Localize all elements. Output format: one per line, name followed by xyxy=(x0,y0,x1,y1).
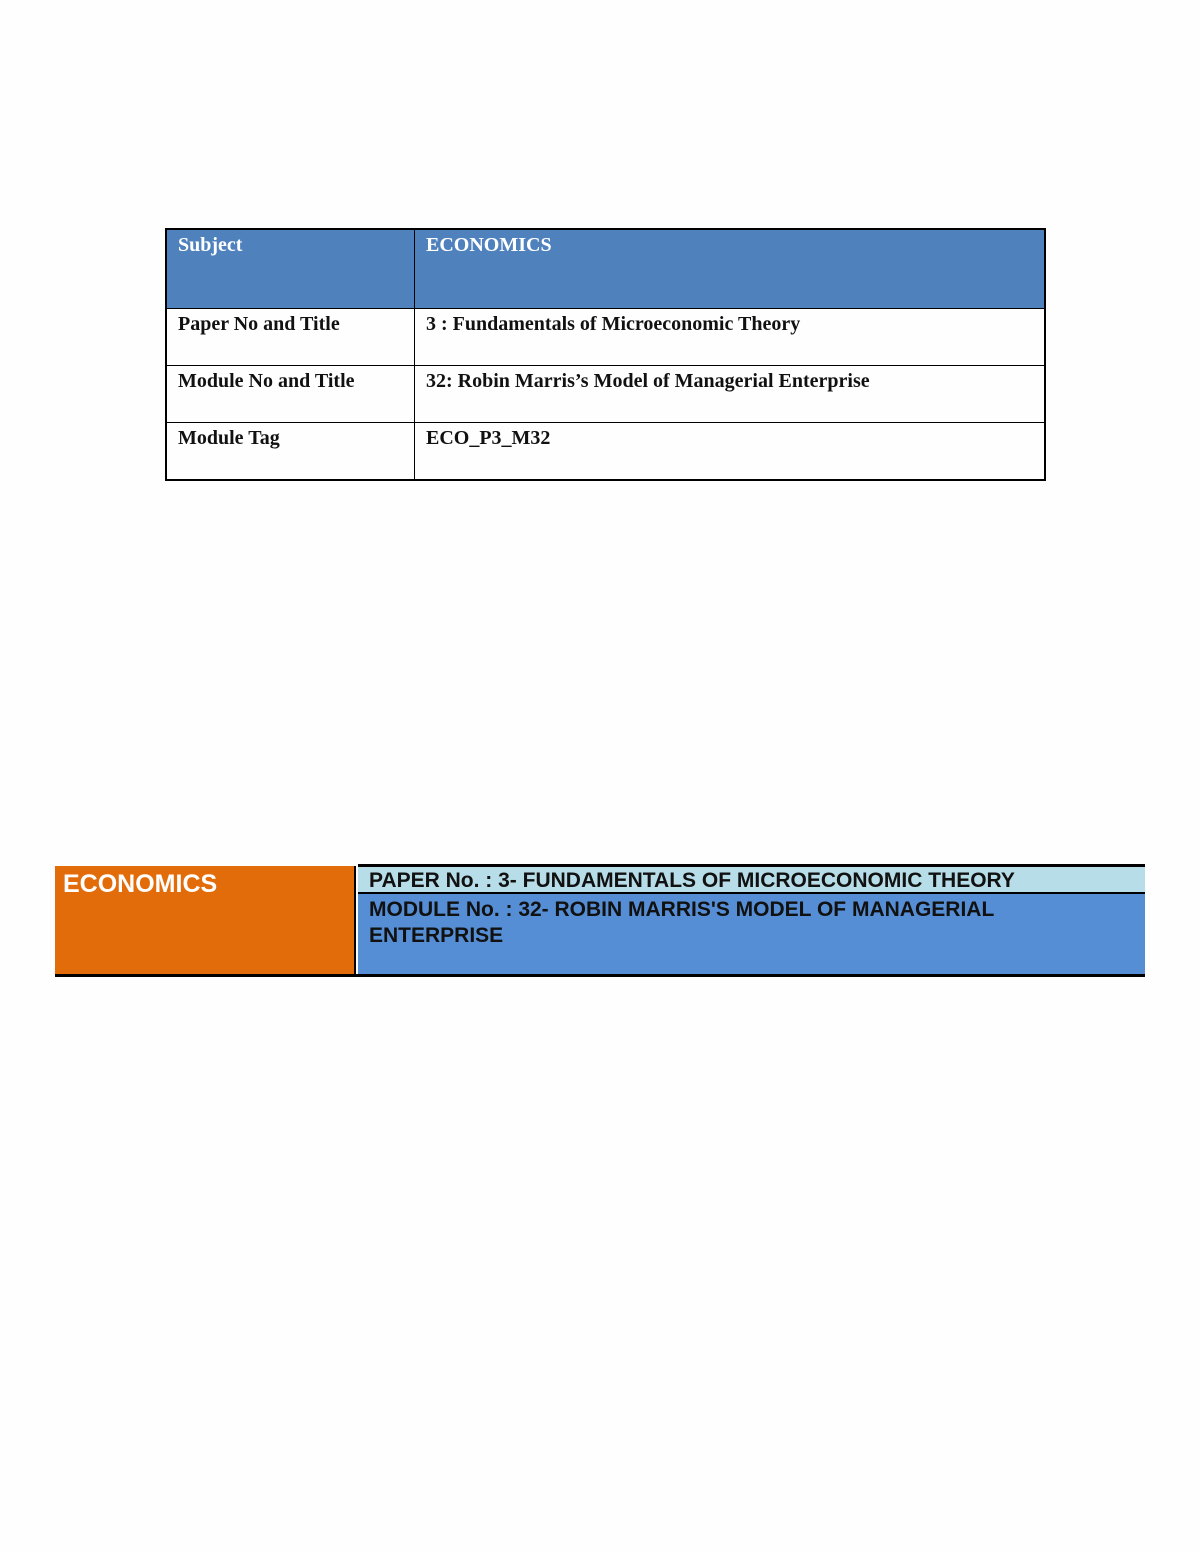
paper-value: 3 : Fundamentals of Microeconomic Theory xyxy=(415,309,1046,366)
module-tag-label: Module Tag xyxy=(166,423,415,481)
banner-subject: ECONOMICS xyxy=(55,866,356,974)
module-value: 32: Robin Marris’s Model of Managerial Enterprise xyxy=(415,366,1046,423)
module-info-table xyxy=(165,228,1046,481)
table-row-subject xyxy=(166,229,1045,309)
module-label: Module No and Title xyxy=(166,366,415,423)
table-row-paper xyxy=(166,309,1045,366)
paper-label: Paper No and Title xyxy=(166,309,415,366)
module-tag-value: ECO_P3_M32 xyxy=(415,423,1046,481)
table-row-tag xyxy=(166,423,1045,481)
footer-banner xyxy=(55,864,1145,977)
table-row-module xyxy=(166,366,1045,423)
subject-value: ECONOMICS xyxy=(415,229,1046,309)
banner-module-title: MODULE No. : 32- ROBIN MARRIS'S MODEL OF MANAGERIAL ENTERPRISE xyxy=(358,894,1145,974)
banner-paper-title: PAPER No. : 3- FUNDAMENTALS OF MICROECONOMIC THEORY xyxy=(358,864,1145,894)
subject-label: Subject xyxy=(166,229,415,309)
